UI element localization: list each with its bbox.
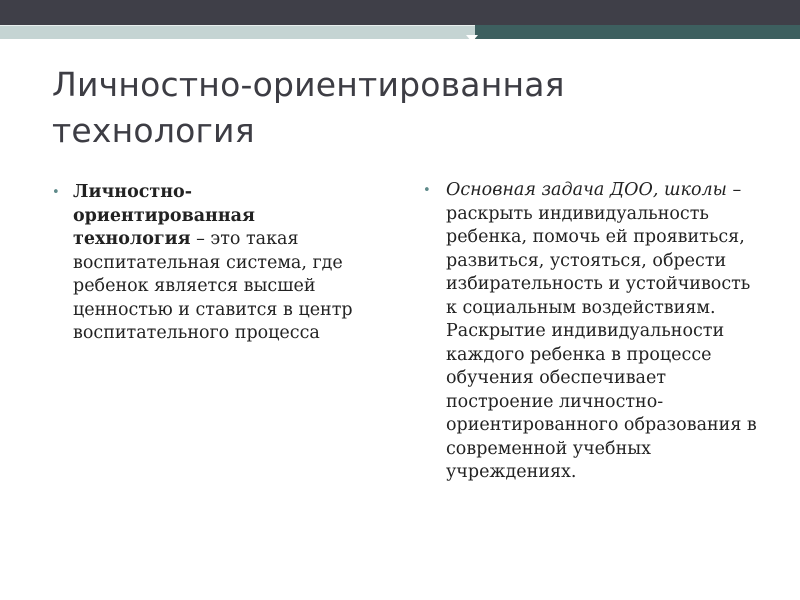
slide-title <box>52 62 752 154</box>
left-bullet-lead: Личностно-ориентированная технология <box>73 182 255 249</box>
right-bullet-rest: – раскрыть индивидуальность ребенка, помочь ей проявиться, развиться, устояться, обрести избирательность и устойчивость к социальным воздействиям. Раскрытие индивидуальности каждого ребенка в процессе обучения обеспечивает построение личностно-ориентированного образования в современной учебных учреждениях. <box>446 180 757 482</box>
right-bullet-text <box>446 179 763 485</box>
bullet-icon: • <box>52 185 60 200</box>
bullet-icon: • <box>423 183 431 198</box>
left-bullet-item <box>52 181 370 346</box>
left-bullet-rest: – это такая воспитательная система, где ребенок является высшей ценностью и ставится в центр воспитательного процесса <box>73 229 353 343</box>
right-bullet-lead: Основная задача ДОО, школы <box>446 180 727 200</box>
left-bullet-text <box>73 181 370 346</box>
stripe-notch-arrow <box>466 35 478 42</box>
slide-title-line-2: технология <box>52 111 255 150</box>
slide-title-line-1: Личностно-ориентированная <box>52 65 565 104</box>
right-bullet-item <box>423 179 763 485</box>
header-band <box>0 0 800 25</box>
accent-stripe-dark <box>475 25 800 39</box>
